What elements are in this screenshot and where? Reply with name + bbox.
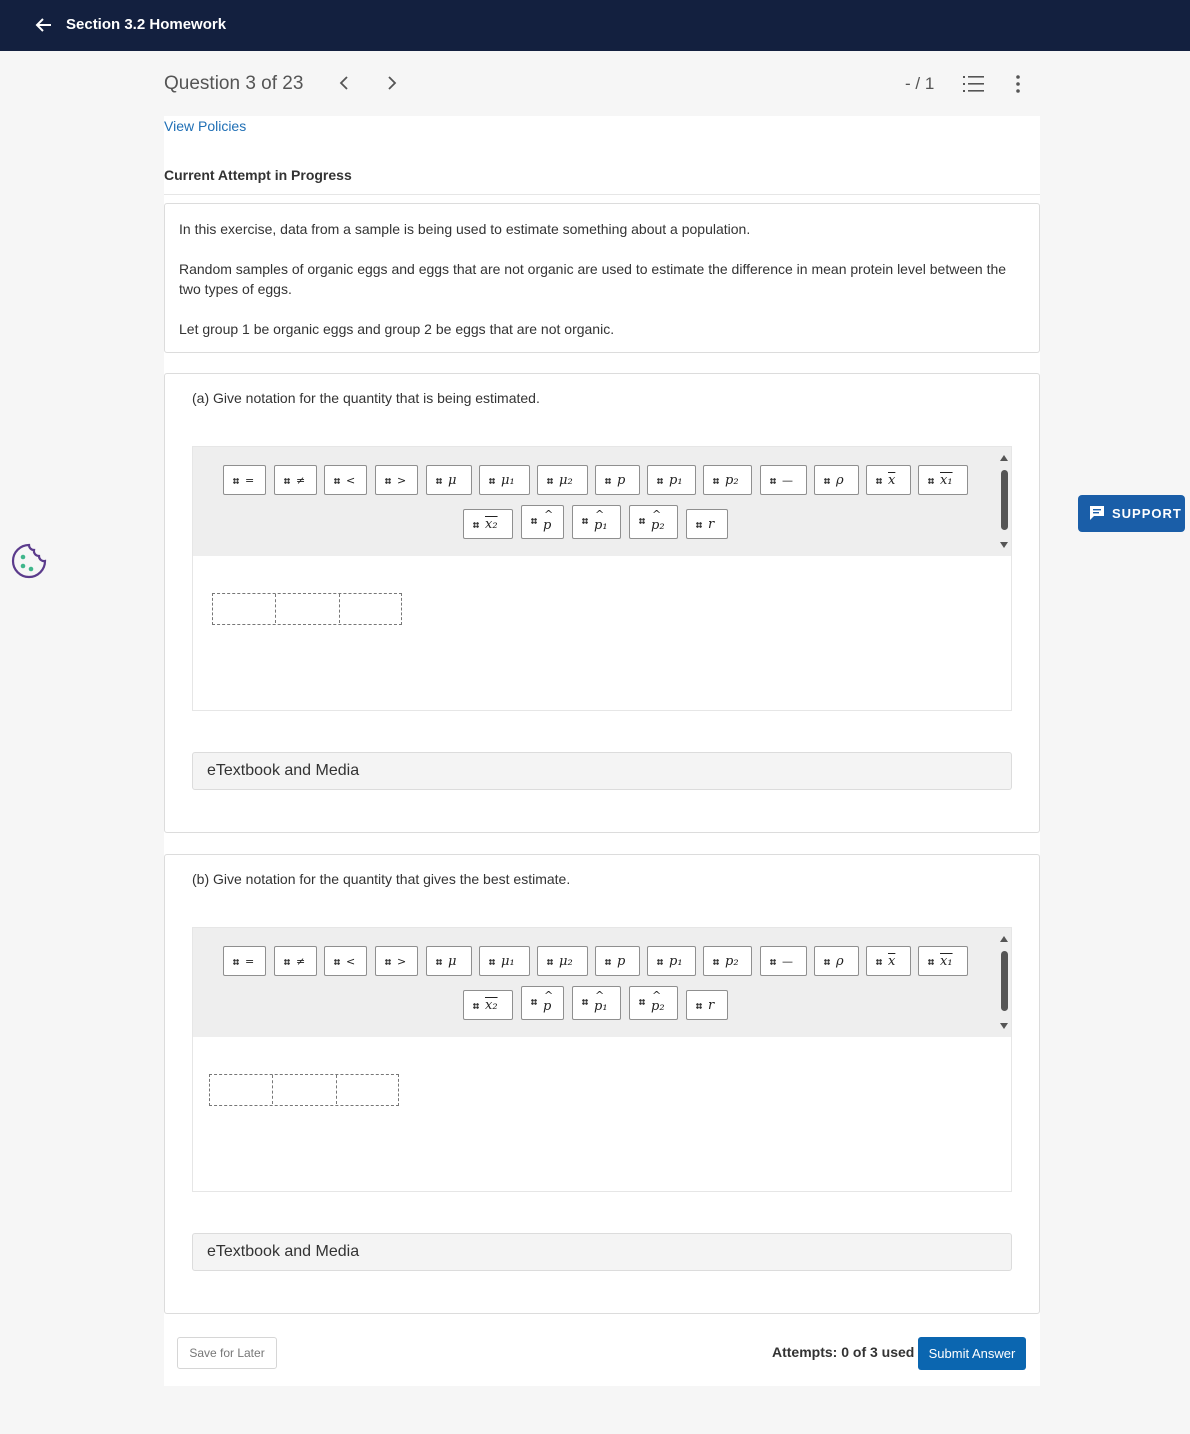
drag-handle-icon — [547, 959, 553, 965]
drag-handle-icon — [605, 959, 611, 965]
token-xbar1[interactable] — [918, 946, 968, 976]
drag-handle-icon — [284, 478, 290, 484]
token-p[interactable] — [595, 465, 640, 495]
drag-handle-icon — [876, 478, 882, 484]
drag-handle-icon — [582, 999, 588, 1005]
drag-handle-icon — [531, 999, 537, 1005]
token-symbol: ^ p₂ — [651, 999, 665, 1014]
scroll-down-icon[interactable] — [1000, 542, 1008, 548]
token-symbol: — — [782, 474, 793, 487]
token-symbol: > — [397, 474, 407, 487]
previous-question-icon[interactable] — [334, 73, 354, 93]
drag-handle-icon — [436, 478, 442, 484]
token-phat[interactable] — [521, 505, 564, 539]
token-symbol: ^ p — [543, 518, 551, 533]
drop-slot-divider — [272, 1075, 273, 1104]
token-mu1[interactable] — [479, 465, 530, 495]
drag-handle-icon — [657, 478, 663, 484]
token-symbol: r — [708, 517, 715, 532]
token-symbol: $\overline{x}$ — [888, 473, 896, 488]
token-symbol: μ₁ — [501, 473, 515, 488]
drag-handle-icon — [770, 478, 776, 484]
view-policies-link[interactable]: View Policies — [164, 118, 247, 134]
token-symbol: p₁ — [669, 473, 683, 488]
drop-slot-divider — [339, 594, 340, 623]
drag-handle-icon — [489, 478, 495, 484]
drag-handle-icon — [436, 959, 442, 965]
drop-slot-divider — [275, 594, 276, 623]
token-symbol: < — [346, 955, 356, 968]
support-button[interactable] — [1078, 495, 1185, 532]
drag-handle-icon — [334, 959, 340, 965]
token-symbol: ^ p₁ — [594, 999, 608, 1014]
drag-handle-icon — [824, 959, 830, 965]
question-counter: Question 3 of 23 — [164, 73, 304, 94]
attempts-counter: Attempts: 0 of 3 used — [772, 1344, 915, 1360]
drag-handle-icon — [233, 478, 239, 484]
intro-paragraph: In this exercise, data from a sample is being used to estimate something about a population. — [179, 221, 751, 237]
question-navigation — [0, 51, 1190, 116]
scroll-thumb[interactable] — [1001, 951, 1008, 1011]
token-xbar2[interactable] — [463, 509, 513, 539]
part-b-prompt: (b) Give notation for the quantity that gives the best estimate. — [192, 871, 571, 887]
token-r[interactable] — [686, 509, 728, 539]
back-arrow-icon[interactable] — [33, 14, 55, 36]
divider — [164, 194, 1040, 195]
token-xbar[interactable] — [866, 946, 911, 976]
drag-handle-icon — [385, 959, 391, 965]
support-label: SUPPORT — [1112, 506, 1182, 521]
drag-handle-icon — [928, 478, 934, 484]
token-mu[interactable] — [426, 946, 472, 976]
token-symbol: < — [346, 474, 356, 487]
token-symbol: ≠ — [296, 474, 306, 487]
token-symbol: ^ p₁ — [594, 518, 608, 533]
token-symbol: μ₂ — [559, 954, 573, 969]
drag-handle-icon — [605, 478, 611, 484]
token-symbol: — — [782, 955, 793, 968]
scroll-up-icon[interactable] — [1000, 936, 1008, 942]
token-symbol: p₂ — [725, 473, 739, 488]
drag-handle-icon — [639, 518, 645, 524]
part-b — [164, 854, 1040, 1314]
drag-handle-icon — [696, 1003, 702, 1009]
token-phat1[interactable] — [572, 505, 621, 539]
palette-scrollbar[interactable] — [997, 452, 1011, 552]
etextbook-media-toggle[interactable] — [192, 1233, 1012, 1271]
question-score: - / 1 — [905, 74, 935, 93]
token-phat2[interactable] — [629, 505, 678, 539]
token-xbar2[interactable] — [463, 990, 513, 1020]
token-mu2[interactable] — [537, 946, 588, 976]
answer-drop-zone[interactable] — [212, 593, 402, 625]
etextbook-media-toggle[interactable] — [192, 752, 1012, 790]
token-less-than[interactable] — [324, 465, 367, 495]
drag-handle-icon — [713, 959, 719, 965]
token-rho[interactable] — [814, 946, 859, 976]
token-symbol: x₁ — [940, 954, 953, 969]
token-symbol: p₂ — [725, 954, 739, 969]
token-symbol: p — [617, 473, 626, 488]
drag-handle-icon — [489, 959, 495, 965]
token-symbol: x₂ — [485, 998, 498, 1013]
token-equals[interactable] — [223, 465, 266, 495]
token-symbol: = — [245, 955, 255, 968]
intro-paragraph: Let group 1 be organic eggs and group 2 be eggs that are not organic. — [179, 321, 615, 337]
question-panel — [164, 116, 1040, 1386]
drag-handle-icon — [639, 999, 645, 1005]
drag-handle-icon — [233, 959, 239, 965]
token-symbol: x₂ — [485, 517, 498, 532]
token-symbol: ρ — [836, 954, 844, 969]
token-symbol: μ₁ — [501, 954, 515, 969]
token-phat1[interactable] — [572, 986, 621, 1020]
token-equals[interactable] — [223, 946, 266, 976]
drag-handle-icon — [547, 478, 553, 484]
etextbook-label: eTextbook and Media — [207, 1243, 360, 1260]
question-list-icon[interactable] — [963, 75, 985, 93]
token-symbol: > — [397, 955, 407, 968]
token-p1[interactable] — [647, 946, 696, 976]
chat-icon — [1088, 504, 1106, 522]
scroll-down-icon[interactable] — [1000, 1023, 1008, 1029]
token-mu2[interactable] — [537, 465, 588, 495]
drag-handle-icon — [582, 518, 588, 524]
token-symbol: p — [617, 954, 626, 969]
symbol-palette — [193, 928, 1011, 1037]
token-minus[interactable] — [760, 946, 807, 976]
token-symbol: x₁ — [940, 473, 953, 488]
scroll-up-icon[interactable] — [1000, 455, 1008, 461]
submit-answer-button[interactable]: Submit Answer — [918, 1337, 1026, 1370]
token-p[interactable] — [595, 946, 640, 976]
question-intro — [164, 203, 1040, 353]
token-symbol: ^ p₂ — [651, 518, 665, 533]
token-symbol: μ₂ — [559, 473, 573, 488]
drag-handle-icon — [657, 959, 663, 965]
token-symbol: r — [708, 998, 715, 1013]
token-symbol: $\overline{x}$ — [888, 954, 896, 969]
drag-handle-icon — [334, 478, 340, 484]
token-phat[interactable] — [521, 986, 564, 1020]
cookie-settings-icon[interactable] — [10, 542, 48, 580]
drag-handle-icon — [385, 478, 391, 484]
drag-handle-icon — [928, 959, 934, 965]
drag-handle-icon — [770, 959, 776, 965]
etextbook-label: eTextbook and Media — [207, 762, 360, 779]
top-bar — [0, 0, 1190, 51]
next-question-icon[interactable] — [382, 73, 402, 93]
more-options-icon[interactable] — [1010, 74, 1026, 94]
token-symbol: ρ — [836, 473, 844, 488]
part-a-prompt: (a) Give notation for the quantity that is being estimated. — [192, 390, 540, 406]
token-symbol: ^ p — [543, 999, 551, 1014]
drag-handle-icon — [713, 478, 719, 484]
symbol-palette — [193, 447, 1011, 556]
token-mu1[interactable] — [479, 946, 530, 976]
token-symbol: μ — [448, 473, 457, 488]
scroll-thumb[interactable] — [1001, 470, 1008, 530]
drag-handle-icon — [876, 959, 882, 965]
token-not-equals[interactable] — [274, 465, 317, 495]
token-less-than[interactable] — [324, 946, 367, 976]
drag-handle-icon — [473, 1003, 479, 1009]
token-xbar[interactable] — [866, 465, 911, 495]
token-symbol: p₁ — [669, 954, 683, 969]
intro-paragraph: Random samples of organic eggs and eggs that are not organic are used to estimate the difference in mean protein level between the two types of eggs. — [179, 261, 1007, 297]
token-p1[interactable] — [647, 465, 696, 495]
drag-handle-icon — [531, 518, 537, 524]
attempt-heading: Current Attempt in Progress — [164, 167, 352, 183]
answer-drop-zone[interactable] — [209, 1074, 399, 1106]
part-a — [164, 373, 1040, 833]
token-greater-than[interactable] — [375, 465, 418, 495]
token-symbol: μ — [448, 954, 457, 969]
answer-editor — [192, 927, 1012, 1192]
token-r[interactable] — [686, 990, 728, 1020]
token-not-equals[interactable] — [274, 946, 317, 976]
token-minus[interactable] — [760, 465, 807, 495]
assignment-title: Section 3.2 Homework — [66, 16, 227, 33]
token-symbol: = — [245, 474, 255, 487]
drag-handle-icon — [696, 522, 702, 528]
token-p2[interactable] — [703, 946, 752, 976]
answer-editor — [192, 446, 1012, 711]
token-phat2[interactable] — [629, 986, 678, 1020]
drag-handle-icon — [824, 478, 830, 484]
drop-slot-divider — [336, 1075, 337, 1104]
token-p2[interactable] — [703, 465, 752, 495]
token-greater-than[interactable] — [375, 946, 418, 976]
token-symbol: ≠ — [296, 955, 306, 968]
palette-scrollbar[interactable] — [997, 933, 1011, 1033]
drag-handle-icon — [284, 959, 290, 965]
token-mu[interactable] — [426, 465, 472, 495]
token-rho[interactable] — [814, 465, 859, 495]
token-xbar1[interactable] — [918, 465, 968, 495]
save-for-later-button[interactable]: Save for Later — [177, 1337, 277, 1369]
drag-handle-icon — [473, 522, 479, 528]
